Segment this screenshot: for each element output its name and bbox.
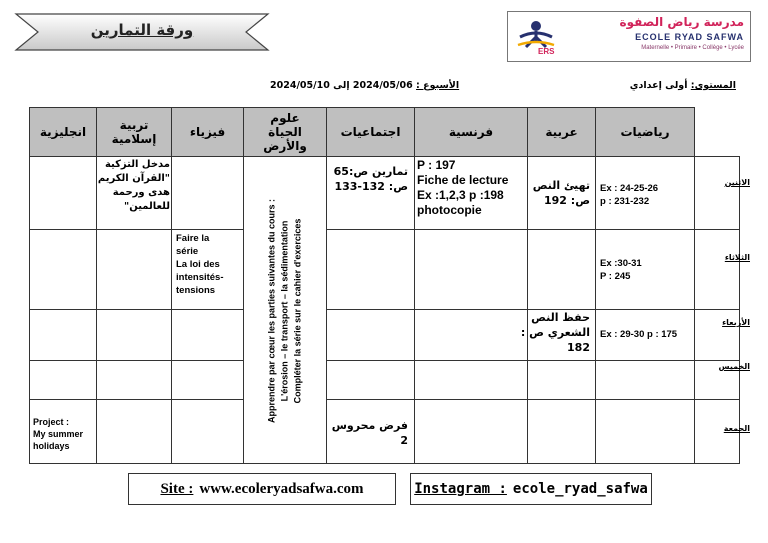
header-svt: علوم الحياة والأرض [263, 111, 307, 153]
cell-mon-math: Ex : 24-25-26 p : 231-232 [600, 183, 659, 207]
cell-mon-french: P : 197 Fiche de lecture Ex :1,2,3 p :198 photocopie [417, 158, 509, 217]
day-friday: الجمعة [723, 424, 750, 433]
week-value: 2024/05/06 إلى 2024/05/10 [270, 80, 413, 91]
school-logo [507, 11, 751, 62]
day-tuesday: الثلاثاء [724, 253, 750, 262]
header-math: رياضيات [620, 125, 670, 139]
day-wednesday: الأربعاء [722, 318, 750, 327]
day-thursday: الخميس [718, 362, 750, 371]
site-box [128, 473, 396, 505]
day-monday: الاثنين [724, 178, 750, 187]
logo-mark-text: ERS [538, 47, 555, 55]
cell-tue-physics: Faire la série La loi des intensités- tensions [176, 233, 224, 296]
level-value: أولى إعدادي [629, 80, 688, 91]
cell-tue-math: Ex :30-31 P : 245 [600, 258, 642, 282]
logo-name-fr: ECOLE RYAD SAFWA [635, 32, 744, 42]
cell-fri-social: فرض محروس 2 [331, 419, 408, 447]
cell-mon-arabic: تهيئ النص ص: 192 [532, 179, 590, 207]
level-label: المستوى: [690, 80, 736, 91]
header-islamic: تربية إسلامية [111, 118, 157, 146]
header-english: انجليزية [39, 125, 87, 139]
instagram-label: Instagram : [414, 481, 507, 497]
cell-mon-islamic: مدخل التزكية "القرآن الكريم هدى ورحمة للعالمين" [97, 159, 170, 212]
header-arabic: عربية [545, 125, 578, 139]
cell-svt-merged [244, 158, 326, 464]
school-emblem-icon [514, 17, 558, 55]
level-info [630, 80, 736, 91]
cell-fri-english: Project : My summer holidays [33, 417, 84, 451]
logo-subtitle: Maternelle • Primaire • Collège • Lycée [641, 45, 744, 51]
site-url-link[interactable]: www.ecoleryadsafwa.com [199, 480, 364, 497]
sheet-title: ورقة التمارين [90, 21, 194, 39]
week-label: الأسبوع : [416, 80, 460, 91]
cell-wed-arabic: حفظ النص الشعري ص : 182 [520, 311, 590, 354]
instagram-handle-link[interactable]: ecole_ryad_safwa [512, 481, 648, 497]
title-banner [14, 12, 270, 52]
cell-mon-social: تمارين ص:65 ص: 132-133 [333, 165, 408, 193]
svt-note-text: Apprendre par cœur les parties suivantes du cours : L'érosion – le transport – la sédimentation Compléter la série sur le cahier d'exercices [266, 198, 303, 424]
instagram-box [410, 473, 652, 505]
header-physics: فيزياء [189, 125, 226, 139]
header-social-studies: اجتماعيات [340, 125, 401, 139]
header-french: فرنسية [448, 125, 494, 139]
logo-name-ar: مدرسة رياض الصفوة [619, 15, 744, 29]
site-label: Site : [160, 480, 194, 497]
week-info [270, 80, 459, 91]
cell-wed-math: Ex : 29-30 p : 175 [600, 329, 678, 340]
